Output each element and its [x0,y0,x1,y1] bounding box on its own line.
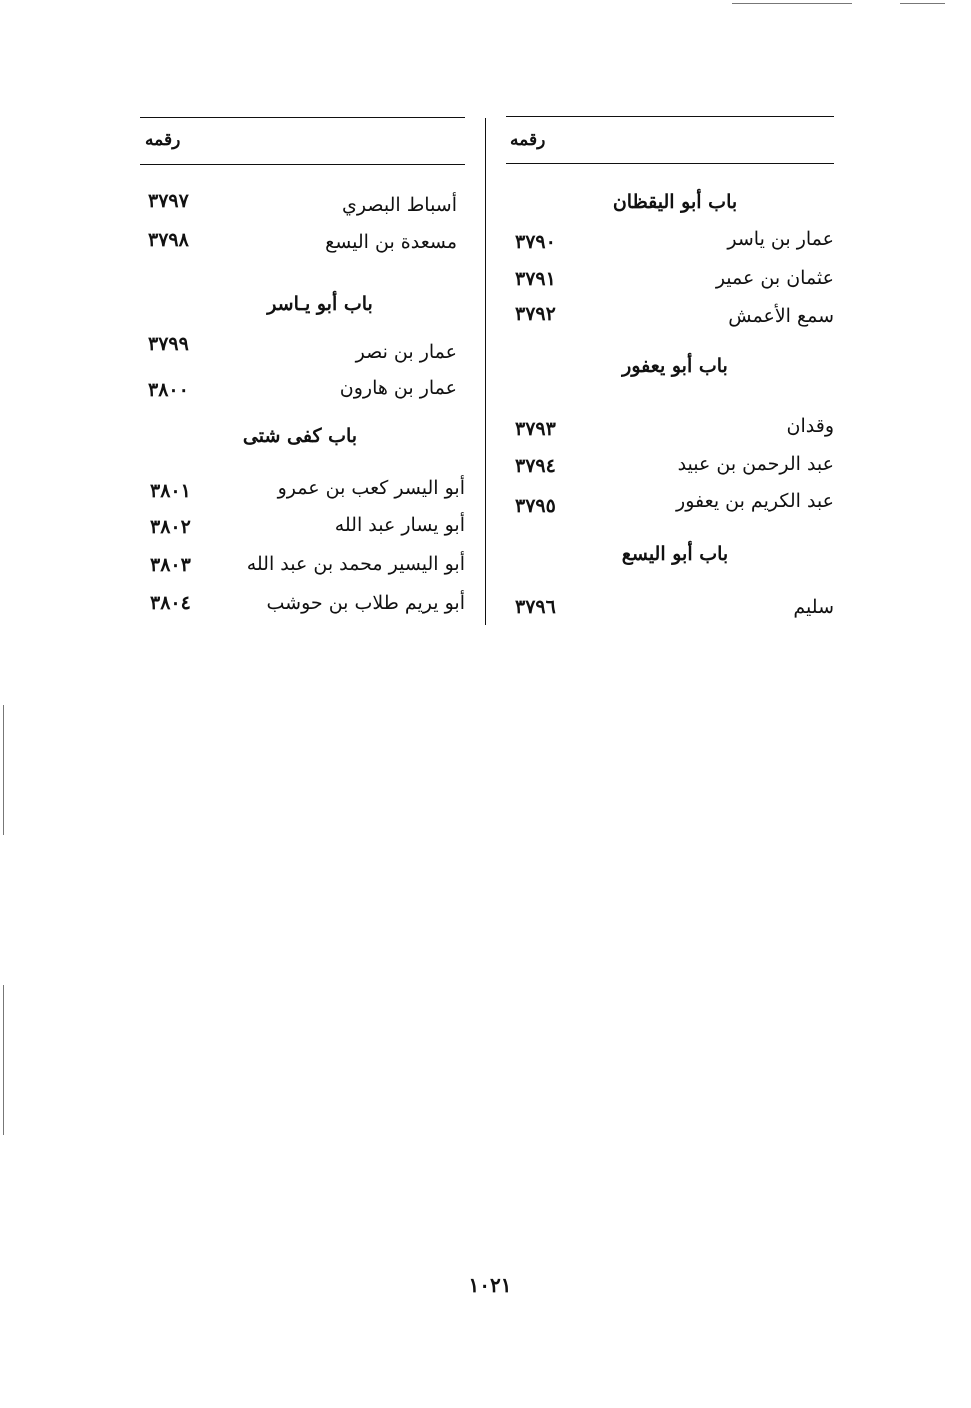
left-header-rule [140,164,465,165]
entry-name: عبد الرحمن بن عبيد [677,453,834,475]
left-column-header: رقمه [145,130,181,150]
section-heading: باب كفى شتى [242,425,358,447]
entry-name: مسعدة بن اليسع [325,231,457,253]
entry-number: ٣٧٩٨ [148,229,189,251]
entry-name: أبو يسار عبد الله [334,514,465,536]
column-divider [485,118,486,625]
entry-number: ٣٨٠٤ [150,592,191,614]
entry-number: ٣٧٩١ [515,268,556,290]
entry-number: ٣٧٩٠ [515,231,556,253]
entry-name: وقدان [786,415,834,437]
entry-number: ٣٧٩٤ [515,455,556,477]
entry-name: أبو اليسر كعب بن عمرو [277,477,465,499]
page-number: ١٠٢١ [468,1273,512,1297]
right-column-header: رقمه [510,130,546,150]
entry-number: ٣٨٠٣ [150,554,191,576]
entry-number: ٣٨٠١ [150,480,191,502]
entry-number: ٣٧٩٦ [515,596,556,618]
left-top-rule [140,117,465,118]
section-heading: باب أبو يـاسر [267,293,373,315]
section-heading: باب أبو اليسع [621,543,729,565]
entry-name: عمار بن هارون [339,377,457,399]
entry-name: عبد الكريم بن يعفور [676,490,834,512]
entry-number: ٣٧٩٥ [515,495,556,517]
entry-name: عمار بن ياسر [727,228,834,250]
right-header-rule [506,163,834,164]
scan-edge-mark [3,705,4,835]
entry-number: ٣٧٩٩ [148,333,189,355]
entry-number: ٣٨٠٠ [148,379,189,401]
right-top-rule [506,116,834,117]
entry-number: ٣٧٩٧ [148,190,189,212]
section-heading: باب أبو اليقظان [612,191,738,213]
entry-number: ٣٧٩٣ [515,418,556,440]
entry-name: عمار بن نصر [355,341,457,363]
scan-edge-mark [900,3,945,4]
entry-number: ٣٨٠٢ [150,516,191,538]
scan-edge-mark [3,985,4,1135]
entry-number: ٣٧٩٢ [515,303,556,325]
entry-name: سليم [793,596,834,618]
scan-edge-mark [732,3,852,4]
entry-name: أبو اليسير محمد بن عبد الله [246,553,465,575]
entry-name: أسباط البصري [342,194,457,216]
entry-name: عثمان بن عمير [715,267,834,289]
entry-name: سمع الأعمش [728,305,834,327]
section-heading: باب أبو يعفور [622,355,728,377]
entry-name: أبو يريم طلاب بن حوشب [266,592,465,614]
